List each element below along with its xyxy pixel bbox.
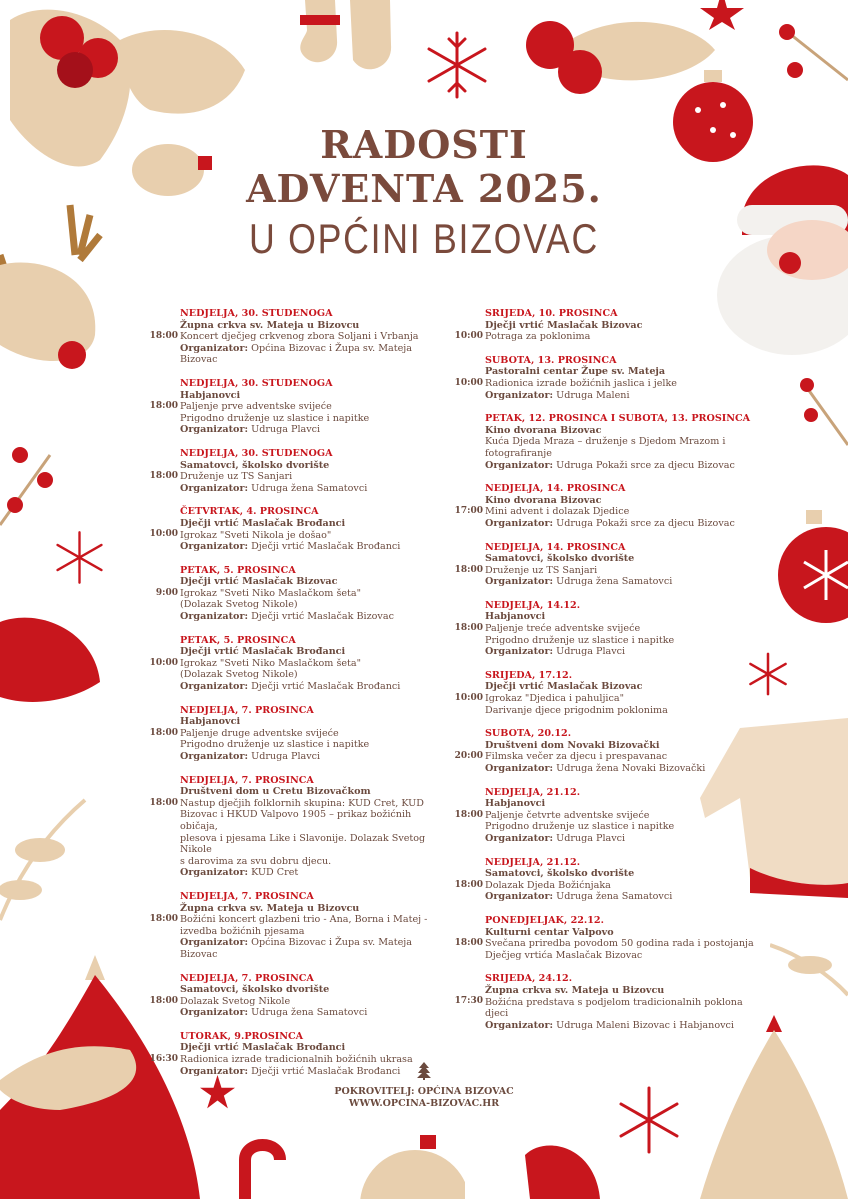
schedule-right-column: [454, 308, 757, 1043]
event-time: 18:00: [149, 470, 178, 481]
event-organizer: [485, 891, 757, 903]
leaves-branch-decoration: [0, 790, 90, 940]
event-time: 18:00: [149, 727, 178, 738]
event-description: Igrokaz "Djedica i pahuljica": [485, 693, 624, 705]
organizer-label: Organizator:: [180, 482, 249, 494]
event-time: 18:00: [149, 995, 178, 1006]
event-date: NEDJELJA, 7. PROSINCA: [180, 972, 314, 984]
organizer-name: Dječji vrtić Maslačak Brođanci: [251, 681, 401, 693]
event-date: NEDJELJA, 7. PROSINCA: [180, 774, 314, 786]
event-organizer: [485, 833, 757, 845]
event-entry: [454, 786, 757, 845]
organizer-label: Organizator:: [180, 867, 249, 879]
event-venue: Kino dvorana Bizovac: [485, 494, 602, 506]
event-organizer: [180, 751, 452, 763]
event-description: Druženje uz TS Sanjari: [485, 564, 598, 576]
candy-cane-decoration: [230, 1135, 295, 1199]
organizer-name: Udruga žena Samatovci: [556, 891, 673, 903]
event-entry: [149, 377, 452, 436]
event-time: 10:00: [454, 692, 483, 703]
organizer-name: Dječji vrtić Maslačak Brođanci: [251, 1065, 401, 1077]
event-entry: [149, 704, 452, 763]
event-date: NEDJELJA, 14.12.: [485, 599, 581, 611]
event-venue: Samatovci, školsko dvorište: [180, 459, 330, 471]
event-entry: [149, 447, 452, 494]
event-date: SRIJEDA, 10. PROSINCA: [485, 308, 618, 319]
event-description: Filmska večer za djecu i prespavanac: [485, 751, 668, 763]
organizer-label: Organizator:: [180, 1065, 249, 1077]
event-entry: [149, 890, 452, 961]
event-organizer: [485, 518, 757, 530]
mitten-decoration: [515, 1135, 605, 1199]
event-date: NEDJELJA, 30. STUDENOGA: [180, 447, 333, 459]
event-venue: Habjanovci: [180, 389, 241, 401]
event-date: NEDJELJA, 7. PROSINCA: [180, 890, 314, 902]
event-venue: Kino dvorana Bizovac: [485, 424, 602, 436]
event-organizer: [180, 937, 452, 960]
event-date: SUBOTA, 13. PROSINCA: [485, 354, 617, 366]
event-description: (Dolazak Svetog Nikole): [180, 669, 298, 681]
event-description: Nastup dječjih folklornih skupina: KUD Cret, KUD: [180, 797, 424, 809]
event-description: Paljenje treće adventske svijeće: [485, 623, 641, 635]
event-date: NEDJELJA, 30. STUDENOGA: [180, 377, 333, 389]
event-venue: Habjanovci: [180, 716, 241, 728]
organizer-name: Udruga Maleni Bizovac i Habjanovci: [556, 1019, 734, 1031]
event-description: Svečana priredba povodom 50 godina rada i postojanja: [485, 938, 754, 950]
event-date: SRIJEDA, 17.12.: [485, 669, 573, 681]
organizer-name: Udruga Plavci: [251, 751, 321, 762]
event-date: ČETVRTAK, 4. PROSINCA: [180, 506, 319, 518]
organizer-name: Udruga Pokaži srce za djecu Bizovac: [556, 459, 735, 471]
socks-decoration: [295, 0, 405, 80]
event-description: Prigodno druženje uz slastice i napitke: [485, 821, 675, 833]
event-entry: [454, 728, 757, 774]
footer: [0, 1062, 848, 1110]
event-time: 10:00: [454, 377, 483, 388]
organizer-label: Organizator:: [485, 1019, 554, 1031]
organizer-name: Udruga Plavci: [251, 424, 321, 436]
event-description: Prigodno druženje uz slastice i napitke: [180, 412, 370, 424]
event-organizer: [485, 460, 757, 472]
event-description: Bizovac i HKUD Valpovo 1905 – prikaz božićnih običaja,: [180, 809, 412, 832]
event-description: Kuća Djeda Mraza – druženje s Djedom Mrazom i: [485, 436, 726, 448]
organizer-name: Općina Bizovac i Župa sv. Mateja Bizovac: [180, 342, 412, 366]
schedule-left-column: [149, 308, 452, 1089]
event-time: 9:00: [155, 587, 178, 598]
event-entry: [149, 972, 452, 1019]
organizer-name: Udruga Plavci: [556, 646, 626, 658]
event-organizer: [485, 576, 757, 588]
event-venue: Pastoralni centar Župe sv. Mateja: [485, 366, 666, 378]
event-venue: Samatovci, školsko dvorište: [180, 984, 330, 996]
event-venue: Kulturni centar Valpovo: [485, 926, 614, 938]
event-venue: Društveni dom u Cretu Bizovačkom: [180, 786, 371, 798]
organizer-name: Udruga Pokaži srce za djecu Bizovac: [556, 517, 735, 529]
event-description: Božićni koncert glazbeni trio - Ana, Borna i Matej -: [180, 914, 428, 926]
event-venue: Samatovci, školsko dvorište: [485, 553, 635, 565]
organizer-name: Udruga žena Novaki Bizovački: [556, 763, 706, 774]
event-time: 20:00: [454, 751, 483, 762]
event-description: fotografiranje: [485, 447, 552, 459]
organizer-name: Udruga Plavci: [556, 832, 626, 844]
organizer-label: Organizator:: [485, 517, 554, 529]
organizer-label: Organizator:: [180, 681, 249, 693]
event-entry: [454, 669, 757, 716]
event-venue: Župna crkva sv. Mateja u Bizovcu: [180, 902, 360, 914]
event-organizer: [180, 424, 452, 436]
event-description: Igrokaz "Sveti Niko Maslačkom šeta": [180, 587, 362, 599]
event-entry: [152, 565, 452, 623]
organizer-label: Organizator:: [180, 611, 249, 623]
event-venue: Habjanovci: [485, 611, 546, 623]
event-venue: Dječji vrtić Maslačak Bizovac: [485, 319, 643, 331]
event-description: Dolazak Svetog Nikole: [180, 995, 291, 1007]
event-venue: Samatovci, školsko dvorište: [485, 868, 635, 880]
event-venue: Dječji vrtić Maslačak Bizovac: [485, 681, 643, 693]
ornament-ball-decoration: [776, 510, 848, 630]
berries-branch-decoration: [0, 435, 70, 535]
event-time: 18:00: [149, 331, 178, 341]
event-time: 18:00: [454, 937, 483, 948]
event-time: 18:00: [149, 913, 178, 924]
event-entry: [149, 308, 452, 366]
event-entry: [149, 634, 452, 693]
organizer-name: Udruga žena Samatovci: [251, 1007, 368, 1019]
event-time: 18:00: [454, 809, 483, 820]
event-description: Dječjeg vrtića Maslačak Bizovac: [485, 949, 643, 961]
page-subtitle: U OPĆINI BIZOVAC: [249, 215, 599, 262]
event-time: 18:00: [149, 400, 178, 411]
event-entry: [454, 973, 757, 1031]
event-description: Darivanje djece prigodnim poklonima: [485, 704, 668, 716]
event-venue: Habjanovci: [485, 798, 546, 810]
event-description: plesova i pjesama Like i Slavonije. Dolazak Svetog Nikole: [180, 832, 426, 856]
event-description: izvedba božićnih pjesama: [180, 925, 305, 937]
event-description: Dolazak Djeda Božićnjaka: [485, 879, 611, 891]
event-organizer: [180, 611, 452, 623]
organizer-name: KUD Cret: [251, 867, 299, 879]
tree-icon: [417, 1062, 431, 1080]
event-organizer: [180, 343, 452, 366]
event-time: 17:30: [454, 996, 483, 1007]
event-description: Paljenje druge adventske svijeće: [180, 727, 339, 739]
page-title-line-2: ADVENTA 2025.: [246, 166, 602, 211]
event-organizer: [180, 867, 452, 879]
event-venue: Dječji vrtić Maslačak Brođanci: [180, 1042, 346, 1054]
event-description: Prigodno druženje uz slastice i napitke: [180, 739, 370, 751]
ornament-ball-decoration: [355, 1135, 465, 1199]
event-description: Paljenje četvrte adventske svijeće: [485, 809, 650, 821]
event-description: Igrokaz "Sveti Niko Maslačkom šeta": [180, 657, 362, 669]
berries-branch-decoration: [775, 20, 848, 100]
event-entry: [149, 774, 452, 879]
event-organizer: [485, 390, 757, 402]
organizer-label: Organizator:: [180, 1007, 249, 1019]
event-date: NEDJELJA, 14. PROSINCA: [485, 483, 626, 495]
event-date: NEDJELJA, 21.12.: [485, 856, 581, 868]
event-time: 16:30: [149, 1053, 178, 1064]
organizer-label: Organizator:: [180, 424, 249, 436]
page-title-line-1: RADOSTI: [320, 122, 528, 167]
organizer-label: Organizator:: [485, 763, 554, 774]
event-venue: Društveni dom Novaki Bizovački: [485, 739, 660, 751]
snowflake-icon: [52, 530, 107, 585]
sponsor-text: POKROVITELJ: OPĆINA BIZOVAC: [334, 1086, 514, 1097]
organizer-label: Organizator:: [180, 342, 249, 354]
event-date: NEDJELJA, 21.12.: [485, 786, 581, 798]
organizer-label: Organizator:: [485, 576, 554, 588]
event-venue: Župna crkva sv. Mateja u Bizovcu: [485, 984, 665, 996]
event-time: 18:00: [149, 797, 178, 808]
event-description: Mini advent i dolazak Djedice: [485, 506, 630, 518]
event-venue: Dječji vrtić Maslačak Brođanci: [180, 646, 346, 658]
event-description: Igrokaz "Sveti Nikola je došao": [180, 529, 332, 541]
star-icon: [700, 0, 745, 30]
organizer-name: Dječji vrtić Maslačak Brođanci: [251, 541, 401, 553]
event-date: SRIJEDA, 24.12.: [485, 973, 573, 985]
event-time: 18:00: [454, 622, 483, 633]
event-date: UTORAK, 9.PROSINCA: [180, 1030, 304, 1042]
event-description: Potraga za poklonima: [485, 331, 591, 343]
event-venue: Dječji vrtić Maslačak Bizovac: [180, 576, 338, 588]
organizer-label: Organizator:: [485, 389, 554, 401]
event-entry: [454, 308, 757, 343]
event-organizer: [485, 1020, 757, 1032]
organizer-name: Udruga žena Samatovci: [251, 482, 368, 494]
leaves-branch-decoration: [770, 935, 848, 1005]
event-organizer: [180, 483, 452, 495]
organizer-label: Organizator:: [485, 459, 554, 471]
event-date: PETAK, 5. PROSINCA: [180, 634, 296, 646]
event-entry: [454, 483, 757, 529]
event-venue: Dječji vrtić Maslačak Brođanci: [180, 517, 346, 529]
berries-branch-decoration: [795, 375, 848, 455]
event-date: PETAK, 12. PROSINCA I SUBOTA, 13. PROSINCA: [485, 413, 751, 425]
event-entry: [454, 599, 757, 658]
event-time: 17:00: [454, 506, 483, 517]
event-organizer: [180, 1007, 452, 1019]
event-date: NEDJELJA, 30. STUDENOGA: [180, 308, 333, 319]
event-date: PETAK, 5. PROSINCA: [180, 564, 296, 576]
event-date: SUBOTA, 20.12.: [485, 728, 572, 740]
organizer-label: Organizator:: [180, 751, 249, 762]
event-description: Božićna predstava s podjelom tradicionalnih poklona djeci: [485, 996, 743, 1020]
event-description: s darovima za svu dobru djecu.: [180, 855, 332, 867]
event-venue: Župna crkva sv. Mateja u Bizovcu: [180, 319, 360, 331]
event-organizer: [485, 763, 757, 775]
event-entry: [454, 541, 757, 588]
hat-decoration: [0, 612, 102, 712]
event-time: 10:00: [149, 657, 178, 668]
organizer-label: Organizator:: [180, 937, 249, 949]
event-organizer: [180, 541, 452, 553]
organizer-label: Organizator:: [485, 832, 554, 844]
event-time: 18:00: [454, 879, 483, 890]
event-entry: [454, 856, 757, 903]
event-description: Druženje uz TS Sanjari: [180, 471, 293, 483]
event-time: 10:00: [149, 529, 178, 540]
event-date: PONEDJELJAK, 22.12.: [485, 914, 604, 926]
organizer-name: Općina Bizovac i Župa sv. Mateja Bizovac: [180, 937, 412, 960]
event-entry: [149, 506, 452, 553]
event-description: Paljenje prve adventske svijeće: [180, 401, 332, 413]
event-time: 18:00: [454, 564, 483, 575]
organizer-label: Organizator:: [485, 646, 554, 658]
event-entry: [454, 354, 757, 401]
event-time: 10:00: [454, 331, 483, 341]
snowflake-icon: [422, 30, 492, 100]
event-description: (Dolazak Svetog Nikole): [180, 599, 298, 611]
event-organizer: [485, 646, 757, 658]
event-description: Radionica izrade tradicionalnih božićnih ukrasa: [180, 1054, 413, 1066]
website-link[interactable]: WWW.OPCINA-BIZOVAC.HR: [348, 1098, 500, 1109]
organizer-name: Udruga Maleni: [556, 389, 630, 401]
organizer-label: Organizator:: [180, 541, 249, 553]
event-date: NEDJELJA, 7. PROSINCA: [180, 704, 314, 716]
event-description: Radionica izrade božićnih jaslica i jelke: [485, 377, 677, 389]
event-date: NEDJELJA, 14. PROSINCA: [485, 541, 626, 553]
event-entry: [457, 413, 757, 471]
event-description: Prigodno druženje uz slastice i napitke: [485, 634, 675, 646]
organizer-name: Udruga žena Samatovci: [556, 576, 673, 588]
event-organizer: [180, 681, 452, 693]
event-description: Koncert dječjeg crkvenog zbora Soljani i Vrbanja: [180, 331, 419, 343]
organizer-label: Organizator:: [485, 891, 554, 903]
event-entry: [454, 914, 757, 961]
organizer-name: Dječji vrtić Maslačak Bizovac: [251, 611, 394, 623]
